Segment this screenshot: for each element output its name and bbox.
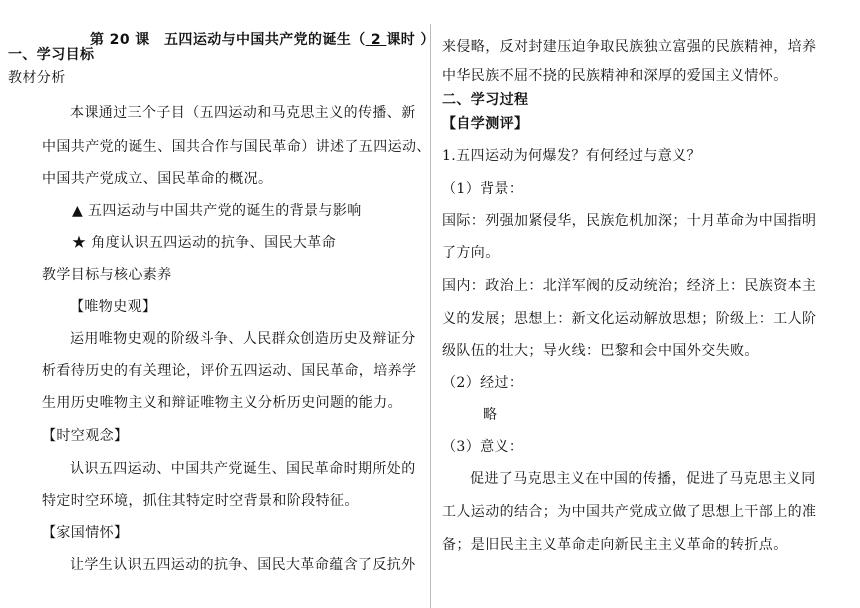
patriotism-label: 【家国情怀】 (42, 525, 129, 541)
international-line2: 了方向。 (442, 245, 500, 261)
r-line2: 中华民族不屈不挠的民族精神和深厚的爱国主义情怀。 (442, 68, 788, 84)
triangle-bullet-icon: ▲ (72, 203, 84, 219)
process-omitted: 略 (483, 407, 498, 423)
significance-line3: 备；是旧民主主义革命走向新民主主义革命的转折点。 (442, 537, 788, 553)
p4-line1: 让学生认识五四运动的抗争、国民大革命蕴含了反抗外 (70, 557, 416, 573)
p1-line1: 本课通过三个子目（五四运动和马克思主义的传播、新 (70, 105, 416, 121)
title-hours: 2 (365, 32, 387, 48)
p2-line3: 生用历史唯物主义和辩证唯物主义分析历史问题的能力。 (42, 395, 402, 411)
material-analysis-label: 教材分析 (8, 70, 66, 86)
process-label: （2）经过： (442, 375, 524, 391)
domestic-line1: 国内：政治上：北洋军阀的反动统治；经济上：民族资本主 (442, 278, 817, 294)
question-1: 1.五四运动为何爆发？有何经过与意义？ (442, 148, 701, 164)
bullet2-text: 角度认识五四运动的抗争、国民大革命 (91, 235, 337, 251)
background-label: （1）背景： (442, 181, 524, 197)
significance-label: （3）意义： (442, 439, 524, 455)
goals-label: 教学目标与核心素养 (42, 267, 172, 283)
column-divider (430, 24, 431, 608)
domestic-line2: 义的发展；思想上：新文化运动解放思想；阶级上：工人阶 (442, 311, 817, 327)
significance-line2: 工人运动的结合；为中国共产党成立做了思想上干部上的准 (442, 504, 817, 520)
significance-line1: 促进了马克思主义在中国的传播，促进了马克思主义同 (470, 471, 816, 487)
spacetime-label: 【时空观念】 (42, 428, 129, 444)
bullet-item-2 (72, 233, 336, 253)
bullet-item-1 (72, 201, 362, 221)
title-suffix: 课时 ） (386, 32, 435, 48)
domestic-line3: 级队伍的壮大；导火线：巴黎和会中国外交失败。 (442, 343, 759, 359)
section2-heading: 二、学习过程 (442, 92, 529, 108)
r-line1: 来侵略，反对封建压迫争取民族独立富强的民族精神，培养 (442, 39, 817, 55)
title-prefix: 第 20 课 五四运动与中国共产党的诞生（ (90, 32, 366, 48)
p3-line1: 认识五四运动、中国共产党诞生、国民革命时期所处的 (70, 461, 416, 477)
p3-line2: 特定时空环境，抓住其特定时空背景和阶段特征。 (42, 493, 359, 509)
self-test-heading: 【自学测评】 (442, 116, 529, 132)
p2-line2: 析看待历史的有关理论，评价五四运动、国民革命，培养学 (42, 363, 417, 379)
international-line1: 国际：列强加紧侵华，民族危机加深；十月革命为中国指明 (442, 213, 817, 229)
materialism-label: 【唯物史观】 (70, 299, 157, 315)
bullet1-text: 五四运动与中国共产党的诞生的背景与影响 (88, 203, 362, 219)
p1-line2: 中国共产党的诞生、国共合作与国民革命）讲述了五四运动、 (42, 139, 431, 155)
star-bullet-icon: ★ (72, 235, 87, 251)
section1-heading: 一、学习目标 (8, 47, 95, 63)
lesson-title (90, 30, 435, 50)
p1-line3: 中国共产党成立、国民革命的概况。 (42, 171, 273, 187)
p2-line1: 运用唯物史观的阶级斗争、人民群众创造历史及辩证分 (70, 331, 416, 347)
